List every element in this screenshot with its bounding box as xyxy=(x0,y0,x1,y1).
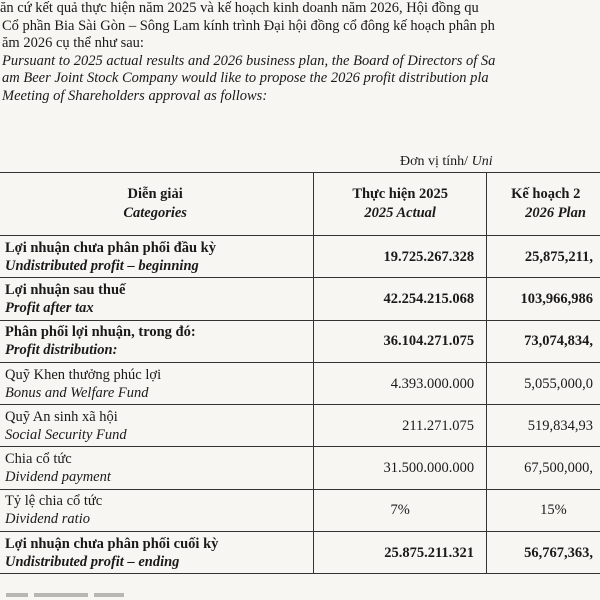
row-category-vi: Quỹ An sinh xã hội xyxy=(5,408,118,425)
row-category-en: Undistributed profit – beginning xyxy=(5,257,199,274)
row-plan-2026: 67,500,000, xyxy=(487,447,600,489)
header-plan-vi: Kế hoạch 2 xyxy=(511,186,581,202)
row-plan-2026: 103,966,986 xyxy=(487,278,600,320)
table-row xyxy=(0,405,600,447)
header-plan xyxy=(487,173,600,236)
intro-line-en-2: am Beer Joint Stock Company would like to propose the 2026 profit distribution pla xyxy=(2,70,489,86)
row-category-en: Profit after tax xyxy=(5,299,94,316)
table-row xyxy=(0,278,600,320)
intro-line-vi-2: Cổ phần Bia Sài Gòn – Sông Lam kính trình Đại hội đồng cổ đông kế hoạch phân ph xyxy=(2,17,495,34)
row-category-en: Bonus and Welfare Fund xyxy=(5,384,149,401)
row-actual-2025: 211.271.075 xyxy=(314,405,487,447)
header-categories-vi: Diễn giải xyxy=(127,186,183,202)
row-category xyxy=(0,236,314,278)
footer-fragment xyxy=(6,587,146,600)
row-category-vi: Chia cổ tức xyxy=(5,451,72,468)
intro-line-vi-1: ăn cứ kết quả thực hiện năm 2025 và kế hoạch kinh doanh năm 2026, Hội đồng qu xyxy=(0,0,479,16)
row-plan-2026: 56,767,363, xyxy=(487,532,600,574)
profit-distribution-table xyxy=(0,172,600,574)
row-actual-2025: 36.104.271.075 xyxy=(314,320,487,362)
row-category xyxy=(0,362,314,404)
row-category xyxy=(0,447,314,489)
unit-label-vi: Đơn vị tính/ xyxy=(400,154,469,169)
header-actual xyxy=(314,173,487,236)
row-category-vi: Quỹ Khen thưởng phúc lợi xyxy=(5,366,162,383)
table-row xyxy=(0,447,600,489)
row-category-vi: Tỷ lệ chia cổ tức xyxy=(5,493,103,510)
row-actual-2025: 25.875.211.321 xyxy=(314,532,487,574)
row-actual-2025: 31.500.000.000 xyxy=(314,447,487,489)
header-actual-en: 2025 Actual xyxy=(364,205,436,221)
row-category-vi: Lợi nhuận sau thuế xyxy=(5,281,126,298)
table-header-row xyxy=(0,173,600,236)
row-actual-2025: 4.393.000.000 xyxy=(314,362,487,404)
intro-line-vi-3: ăm 2026 cụ thể như sau: xyxy=(2,35,144,51)
row-category-en: Dividend ratio xyxy=(5,511,90,528)
header-categories-en: Categories xyxy=(123,205,187,221)
row-plan-2026: 5,055,000,0 xyxy=(487,362,600,404)
row-category-en: Social Security Fund xyxy=(5,426,127,443)
header-categories xyxy=(0,173,314,236)
intro-line-en-3: Meeting of Shareholders approval as follows: xyxy=(2,87,268,104)
row-category-en: Undistributed profit – ending xyxy=(5,553,180,570)
row-actual-2025: 42.254.215.068 xyxy=(314,278,487,320)
row-plan-2026: 25,875,211, xyxy=(487,236,600,278)
row-actual-2025: 19.725.267.328 xyxy=(314,236,487,278)
header-actual-vi: Thực hiện 2025 xyxy=(352,186,449,202)
row-category-en: Profit distribution: xyxy=(5,342,118,359)
intro-line-en-1: Pursuant to 2025 actual results and 2026 business plan, the Board of Directors of Sa xyxy=(2,52,496,69)
row-plan-2026: 73,074,834, xyxy=(487,320,600,362)
table-row xyxy=(0,532,600,574)
row-actual-2025: 7% xyxy=(314,489,487,531)
row-category-vi: Phân phối lợi nhuận, trong đó: xyxy=(5,324,196,341)
table-row xyxy=(0,320,600,362)
intro-paragraph xyxy=(0,0,600,105)
row-plan-2026: 519,834,93 xyxy=(487,405,600,447)
row-category-vi: Lợi nhuận chưa phân phối cuối kỳ xyxy=(5,535,219,552)
unit-label-en: Uni xyxy=(471,154,493,169)
unit-label xyxy=(400,154,600,170)
table-row xyxy=(0,489,600,531)
row-category xyxy=(0,405,314,447)
table-row xyxy=(0,236,600,278)
row-category xyxy=(0,278,314,320)
row-category-vi: Lợi nhuận chưa phân phối đầu kỳ xyxy=(5,239,216,256)
row-category xyxy=(0,320,314,362)
row-category xyxy=(0,532,314,574)
row-category xyxy=(0,489,314,531)
table-row xyxy=(0,362,600,404)
header-plan-en: 2026 Plan xyxy=(525,205,586,221)
row-category-en: Dividend payment xyxy=(5,469,111,486)
row-plan-2026: 15% xyxy=(487,489,600,531)
